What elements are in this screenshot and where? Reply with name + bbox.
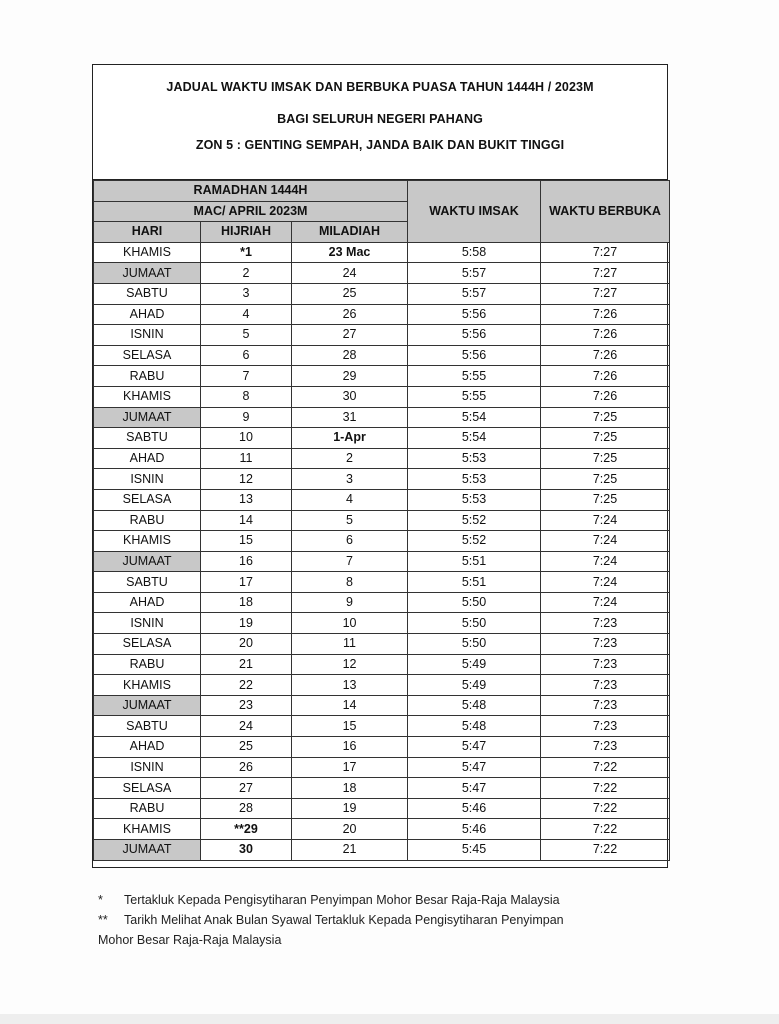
miladiah-cell: 10 bbox=[292, 613, 408, 634]
miladiah-cell: 23 Mac bbox=[292, 242, 408, 263]
bottom-edge bbox=[0, 1014, 779, 1024]
day-cell: KHAMIS bbox=[94, 531, 201, 552]
table-row bbox=[94, 757, 670, 778]
ramadhan-header: RAMADHAN 1444H bbox=[94, 181, 408, 202]
berbuka-time-cell: 7:24 bbox=[541, 510, 670, 531]
hijriah-cell: 14 bbox=[201, 510, 292, 531]
day-cell: SABTU bbox=[94, 572, 201, 593]
miladiah-cell: 6 bbox=[292, 531, 408, 552]
berbuka-time-cell: 7:22 bbox=[541, 778, 670, 799]
table-row bbox=[94, 737, 670, 758]
table-row bbox=[94, 469, 670, 490]
table-row bbox=[94, 531, 670, 552]
day-cell: SABTU bbox=[94, 716, 201, 737]
miladiah-cell: 24 bbox=[292, 263, 408, 284]
imsak-time-cell: 5:56 bbox=[408, 325, 541, 346]
imsak-time-cell: 5:57 bbox=[408, 283, 541, 304]
hijriah-cell: 20 bbox=[201, 634, 292, 655]
table-row bbox=[94, 304, 670, 325]
berbuka-time-cell: 7:26 bbox=[541, 366, 670, 387]
footnote-mark: * bbox=[98, 893, 103, 907]
berbuka-time-cell: 7:25 bbox=[541, 469, 670, 490]
miladiah-cell: 26 bbox=[292, 304, 408, 325]
day-cell: KHAMIS bbox=[94, 386, 201, 407]
document-subtitle: BAGI SELURUH NEGERI PAHANG bbox=[277, 112, 483, 126]
imsak-time-cell: 5:56 bbox=[408, 304, 541, 325]
hijriah-cell: 8 bbox=[201, 386, 292, 407]
imsak-time-cell: 5:46 bbox=[408, 798, 541, 819]
miladiah-cell: 18 bbox=[292, 778, 408, 799]
hijriah-cell: 4 bbox=[201, 304, 292, 325]
day-cell: RABU bbox=[94, 798, 201, 819]
table-row bbox=[94, 242, 670, 263]
footnote-2 bbox=[98, 910, 678, 930]
hijriah-cell: 7 bbox=[201, 366, 292, 387]
miladiah-cell: 17 bbox=[292, 757, 408, 778]
berbuka-column-header: WAKTU BERBUKA bbox=[541, 181, 670, 243]
imsak-time-cell: 5:50 bbox=[408, 613, 541, 634]
footnote-text: Tertakluk Kepada Pengisytiharan Penyimpan Mohor Besar Raja-Raja Malaysia bbox=[124, 893, 560, 907]
day-cell: JUMAAT bbox=[94, 407, 201, 428]
table-row bbox=[94, 798, 670, 819]
miladiah-cell: 1-Apr bbox=[292, 428, 408, 449]
day-cell: SABTU bbox=[94, 283, 201, 304]
berbuka-time-cell: 7:24 bbox=[541, 531, 670, 552]
day-cell: ISNIN bbox=[94, 613, 201, 634]
day-cell: SELASA bbox=[94, 634, 201, 655]
hijriah-cell: 6 bbox=[201, 345, 292, 366]
imsak-time-cell: 5:58 bbox=[408, 242, 541, 263]
hijriah-cell: 19 bbox=[201, 613, 292, 634]
day-cell: SELASA bbox=[94, 489, 201, 510]
table-row bbox=[94, 448, 670, 469]
table-row bbox=[94, 551, 670, 572]
table-row bbox=[94, 428, 670, 449]
hijriah-cell: **29 bbox=[201, 819, 292, 840]
imsak-time-cell: 5:55 bbox=[408, 386, 541, 407]
table-row bbox=[94, 695, 670, 716]
hijriah-cell: 10 bbox=[201, 428, 292, 449]
table-row bbox=[94, 407, 670, 428]
day-cell: JUMAAT bbox=[94, 263, 201, 284]
miladiah-cell: 14 bbox=[292, 695, 408, 716]
miladiah-cell: 2 bbox=[292, 448, 408, 469]
hijriah-cell: 2 bbox=[201, 263, 292, 284]
day-cell: RABU bbox=[94, 510, 201, 531]
day-cell: ISNIN bbox=[94, 757, 201, 778]
hijriah-cell: 13 bbox=[201, 489, 292, 510]
miladiah-cell: 29 bbox=[292, 366, 408, 387]
miladiah-cell: 3 bbox=[292, 469, 408, 490]
berbuka-time-cell: 7:22 bbox=[541, 819, 670, 840]
imsak-time-cell: 5:46 bbox=[408, 819, 541, 840]
imsak-time-cell: 5:51 bbox=[408, 551, 541, 572]
berbuka-time-cell: 7:27 bbox=[541, 283, 670, 304]
table-row bbox=[94, 840, 670, 861]
berbuka-time-cell: 7:23 bbox=[541, 737, 670, 758]
table-row bbox=[94, 819, 670, 840]
footnote-text: Tarikh Melihat Anak Bulan Syawal Tertakluk Kepada Pengisytiharan Penyimpan bbox=[124, 913, 564, 927]
berbuka-time-cell: 7:27 bbox=[541, 263, 670, 284]
footnote-2-continuation: Mohor Besar Raja-Raja Malaysia bbox=[98, 933, 282, 947]
berbuka-time-cell: 7:26 bbox=[541, 304, 670, 325]
miladiah-cell: 13 bbox=[292, 675, 408, 696]
day-cell: ISNIN bbox=[94, 325, 201, 346]
footnotes bbox=[98, 890, 678, 950]
miladiah-cell: 19 bbox=[292, 798, 408, 819]
hijriah-cell: 22 bbox=[201, 675, 292, 696]
miladiah-cell: 20 bbox=[292, 819, 408, 840]
document-title: JADUAL WAKTU IMSAK DAN BERBUKA PUASA TAHUN 1444H / 2023M bbox=[166, 80, 594, 94]
schedule-document bbox=[92, 64, 668, 868]
hijriah-cell: 27 bbox=[201, 778, 292, 799]
miladiah-cell: 28 bbox=[292, 345, 408, 366]
berbuka-time-cell: 7:22 bbox=[541, 840, 670, 861]
schedule-table bbox=[93, 180, 670, 861]
miladiah-cell: 21 bbox=[292, 840, 408, 861]
day-cell: JUMAAT bbox=[94, 551, 201, 572]
hijriah-cell: *1 bbox=[201, 242, 292, 263]
miladiah-column-header: MILADIAH bbox=[292, 222, 408, 243]
imsak-time-cell: 5:56 bbox=[408, 345, 541, 366]
imsak-time-cell: 5:52 bbox=[408, 531, 541, 552]
day-cell: AHAD bbox=[94, 448, 201, 469]
table-row bbox=[94, 572, 670, 593]
table-row bbox=[94, 613, 670, 634]
berbuka-time-cell: 7:25 bbox=[541, 489, 670, 510]
imsak-time-cell: 5:55 bbox=[408, 366, 541, 387]
miladiah-cell: 27 bbox=[292, 325, 408, 346]
imsak-column-header: WAKTU IMSAK bbox=[408, 181, 541, 243]
hijriah-cell: 25 bbox=[201, 737, 292, 758]
berbuka-time-cell: 7:27 bbox=[541, 242, 670, 263]
table-row bbox=[94, 634, 670, 655]
berbuka-time-cell: 7:23 bbox=[541, 675, 670, 696]
hijriah-cell: 3 bbox=[201, 283, 292, 304]
schedule-rows bbox=[94, 242, 670, 860]
berbuka-time-cell: 7:26 bbox=[541, 386, 670, 407]
berbuka-time-cell: 7:24 bbox=[541, 551, 670, 572]
hijriah-cell: 28 bbox=[201, 798, 292, 819]
day-cell: ISNIN bbox=[94, 469, 201, 490]
miladiah-cell: 11 bbox=[292, 634, 408, 655]
miladiah-cell: 15 bbox=[292, 716, 408, 737]
berbuka-time-cell: 7:25 bbox=[541, 448, 670, 469]
zone-label: ZON 5 : GENTING SEMPAH, JANDA BAIK DAN BUKIT TINGGI bbox=[195, 138, 565, 152]
imsak-time-cell: 5:47 bbox=[408, 757, 541, 778]
day-cell: KHAMIS bbox=[94, 675, 201, 696]
table-row bbox=[94, 366, 670, 387]
imsak-time-cell: 5:57 bbox=[408, 263, 541, 284]
imsak-time-cell: 5:50 bbox=[408, 592, 541, 613]
table-row bbox=[94, 386, 670, 407]
hijriah-cell: 9 bbox=[201, 407, 292, 428]
table-row bbox=[94, 510, 670, 531]
imsak-time-cell: 5:53 bbox=[408, 469, 541, 490]
miladiah-cell: 16 bbox=[292, 737, 408, 758]
imsak-time-cell: 5:48 bbox=[408, 695, 541, 716]
table-row bbox=[94, 283, 670, 304]
hijriah-cell: 26 bbox=[201, 757, 292, 778]
imsak-time-cell: 5:54 bbox=[408, 407, 541, 428]
berbuka-time-cell: 7:25 bbox=[541, 428, 670, 449]
berbuka-time-cell: 7:26 bbox=[541, 345, 670, 366]
day-cell: KHAMIS bbox=[94, 242, 201, 263]
miladiah-cell: 9 bbox=[292, 592, 408, 613]
miladiah-cell: 30 bbox=[292, 386, 408, 407]
table-row bbox=[94, 345, 670, 366]
berbuka-time-cell: 7:23 bbox=[541, 634, 670, 655]
hijriah-cell: 11 bbox=[201, 448, 292, 469]
hijriah-cell: 23 bbox=[201, 695, 292, 716]
day-cell: RABU bbox=[94, 366, 201, 387]
miladiah-cell: 5 bbox=[292, 510, 408, 531]
berbuka-time-cell: 7:22 bbox=[541, 757, 670, 778]
table-row bbox=[94, 778, 670, 799]
berbuka-time-cell: 7:23 bbox=[541, 716, 670, 737]
day-cell: AHAD bbox=[94, 737, 201, 758]
hijriah-cell: 30 bbox=[201, 840, 292, 861]
hijriah-cell: 15 bbox=[201, 531, 292, 552]
day-cell: KHAMIS bbox=[94, 819, 201, 840]
footnote-mark: ** bbox=[98, 913, 108, 927]
day-cell: SELASA bbox=[94, 345, 201, 366]
table-row bbox=[94, 716, 670, 737]
berbuka-time-cell: 7:24 bbox=[541, 572, 670, 593]
miladiah-cell: 7 bbox=[292, 551, 408, 572]
imsak-time-cell: 5:49 bbox=[408, 675, 541, 696]
berbuka-time-cell: 7:23 bbox=[541, 695, 670, 716]
hijriah-cell: 17 bbox=[201, 572, 292, 593]
document-header bbox=[93, 65, 667, 180]
imsak-time-cell: 5:51 bbox=[408, 572, 541, 593]
table-row bbox=[94, 675, 670, 696]
imsak-time-cell: 5:48 bbox=[408, 716, 541, 737]
table-row bbox=[94, 325, 670, 346]
day-cell: AHAD bbox=[94, 304, 201, 325]
imsak-time-cell: 5:45 bbox=[408, 840, 541, 861]
hijriah-cell: 24 bbox=[201, 716, 292, 737]
day-cell: JUMAAT bbox=[94, 695, 201, 716]
imsak-time-cell: 5:53 bbox=[408, 489, 541, 510]
table-row bbox=[94, 654, 670, 675]
miladiah-cell: 25 bbox=[292, 283, 408, 304]
imsak-time-cell: 5:50 bbox=[408, 634, 541, 655]
berbuka-time-cell: 7:22 bbox=[541, 798, 670, 819]
day-cell: RABU bbox=[94, 654, 201, 675]
hari-column-header: HARI bbox=[94, 222, 201, 243]
table-row bbox=[94, 263, 670, 284]
berbuka-time-cell: 7:23 bbox=[541, 654, 670, 675]
miladiah-cell: 4 bbox=[292, 489, 408, 510]
miladiah-cell: 12 bbox=[292, 654, 408, 675]
hijriah-cell: 18 bbox=[201, 592, 292, 613]
imsak-time-cell: 5:54 bbox=[408, 428, 541, 449]
imsak-time-cell: 5:52 bbox=[408, 510, 541, 531]
miladiah-cell: 31 bbox=[292, 407, 408, 428]
berbuka-time-cell: 7:24 bbox=[541, 592, 670, 613]
berbuka-time-cell: 7:25 bbox=[541, 407, 670, 428]
hijriah-cell: 12 bbox=[201, 469, 292, 490]
day-cell: SABTU bbox=[94, 428, 201, 449]
day-cell: AHAD bbox=[94, 592, 201, 613]
hijriah-cell: 5 bbox=[201, 325, 292, 346]
hijriah-column-header: HIJRIAH bbox=[201, 222, 292, 243]
day-cell: SELASA bbox=[94, 778, 201, 799]
imsak-time-cell: 5:47 bbox=[408, 737, 541, 758]
table-row bbox=[94, 489, 670, 510]
imsak-time-cell: 5:49 bbox=[408, 654, 541, 675]
day-cell: JUMAAT bbox=[94, 840, 201, 861]
miladiah-cell: 8 bbox=[292, 572, 408, 593]
imsak-time-cell: 5:53 bbox=[408, 448, 541, 469]
hijriah-cell: 16 bbox=[201, 551, 292, 572]
month-header: MAC/ APRIL 2023M bbox=[94, 201, 408, 222]
berbuka-time-cell: 7:26 bbox=[541, 325, 670, 346]
berbuka-time-cell: 7:23 bbox=[541, 613, 670, 634]
imsak-time-cell: 5:47 bbox=[408, 778, 541, 799]
footnote-1 bbox=[98, 890, 678, 910]
table-row bbox=[94, 592, 670, 613]
hijriah-cell: 21 bbox=[201, 654, 292, 675]
